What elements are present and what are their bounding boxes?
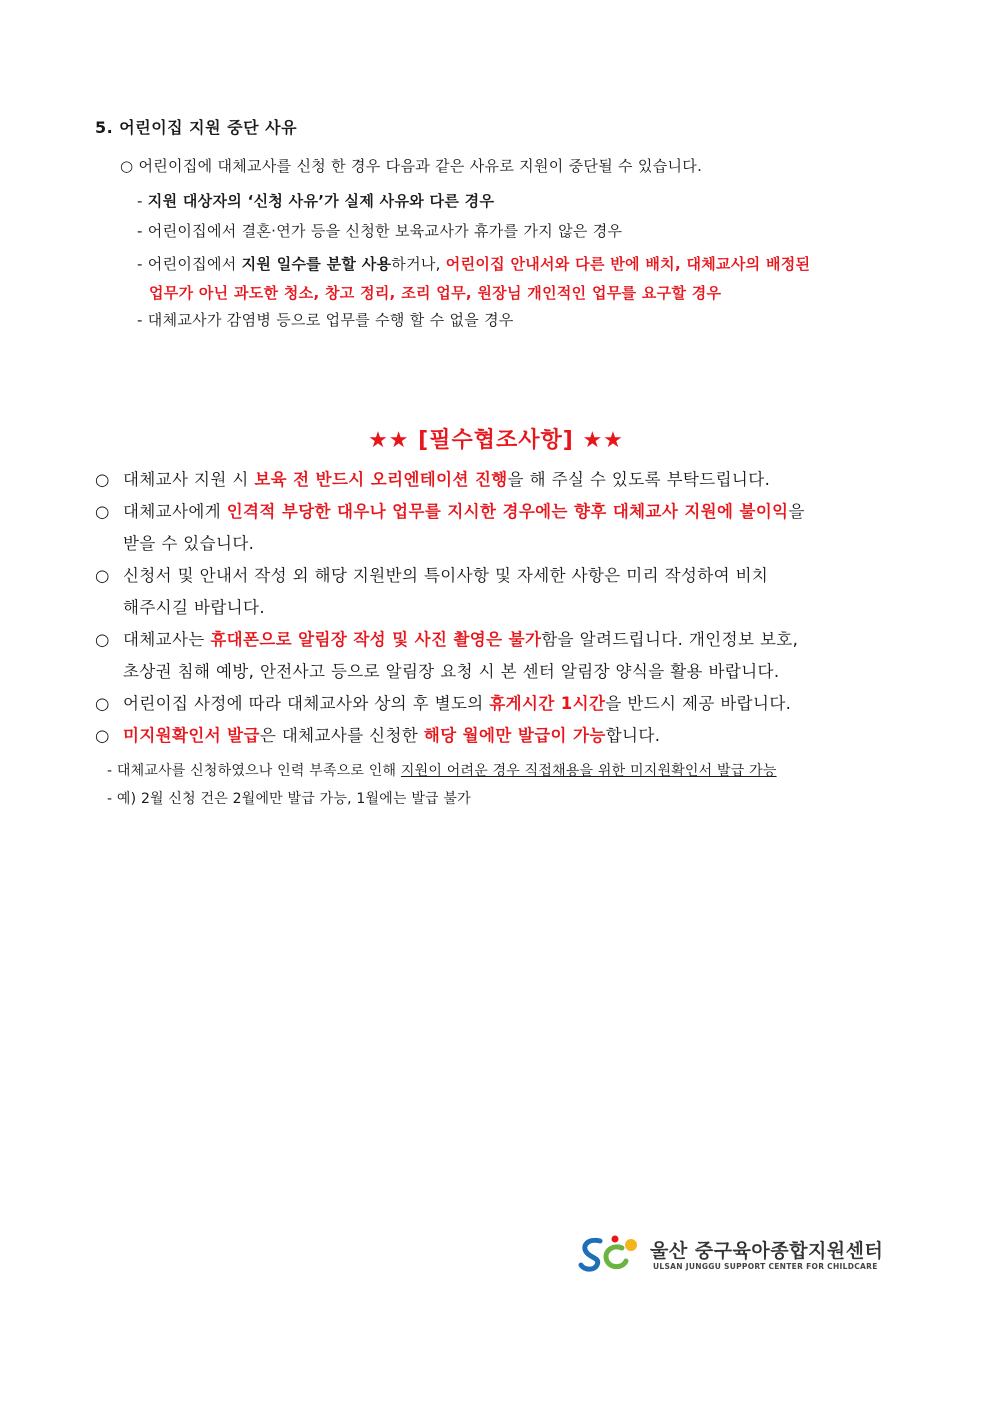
circle-bullet-icon: ○	[95, 726, 110, 745]
reason-item: - 지원 대상자의 ‘신청 사유’가 실제 사유와 다른 경우	[137, 192, 495, 210]
circle-bullet-icon: ○	[95, 470, 110, 489]
circle-bullet-icon: ○	[95, 502, 110, 521]
cooperation-item: ○ 대체교사 지원 시 보육 전 반드시 오리엔테이션 진행을 해 주실 수 있도록 부탁드립니다.	[95, 464, 890, 496]
note-item: - 예) 2월 신청 건은 2월에만 발급 가능, 1월에는 발급 불가	[107, 791, 471, 807]
circle-bullet-icon: ○	[95, 694, 110, 713]
circle-bullet-icon: ○	[95, 630, 110, 649]
cooperation-item: ○ 어린이집 사정에 따라 대체교사와 상의 후 별도의 휴게시간 1시간을 반드시 제공 바랍니다.	[95, 688, 890, 720]
cooperation-item: ○ 대체교사에게 인격적 부당한 대우나 업무를 지시한 경우에는 향후 대체교사 지원에 불이익을 받을 수 있습니다.	[95, 496, 890, 560]
logo-name-english: ULSAN JUNGGU SUPPORT CENTER FOR CHILDCARE	[653, 1262, 878, 1271]
reason-item: - 대체교사가 감염병 등으로 업무를 수행 할 수 없을 경우	[137, 311, 514, 329]
reason-item: - 어린이집에서 지원 일수를 분할 사용하거나, 어린이집 안내서와 다른 반에 배치, 대체교사의 배정된 업무가 아닌 과도한 청소, 창고 정리, 조리 업무, 원장님 개인적인 업무를 요구할 경우	[137, 255, 811, 302]
cooperation-item: ○ 신청서 및 안내서 작성 외 해당 지원반의 특이사항 및 자세한 사항은 미리 작성하여 비치 해주시길 바랍니다.	[95, 560, 890, 624]
cooperation-item: ○ 대체교사는 휴대폰으로 알림장 작성 및 사진 촬영은 불가함을 알려드립니다. 개인정보 보호, 초상권 침해 예방, 안전사고 등으로 알림장 요청 시 본 센터 알림장 양식을 활용 바랍니다.	[95, 624, 890, 688]
section-intro: ○ 어린이집에 대체교사를 신청 한 경우 다음과 같은 사유로 지원이 중단될 수 있습니다.	[120, 157, 703, 175]
center-logo	[578, 1234, 888, 1278]
cooperation-item: ○ 미지원확인서 발급은 대체교사를 신청한 해당 월에만 발급이 가능합니다.	[95, 720, 890, 752]
section-title: 5. 어린이집 지원 중단 사유	[95, 118, 298, 137]
cooperation-heading: ★★ [필수협조사항] ★★	[368, 428, 624, 453]
logo-name-korean: 울산 중구육아종합지원센터	[650, 1240, 884, 1262]
reason-item: - 어린이집에서 결혼·연가 등을 신청한 보육교사가 휴가를 가지 않은 경우	[137, 222, 623, 240]
center-logo-mark-icon	[578, 1234, 640, 1274]
note-item: - 대체교사를 신청하였으나 인력 부족으로 인해 지원이 어려운 경우 직접채용을 위한 미지원확인서 발급 가능	[107, 763, 777, 779]
circle-bullet-icon: ○	[95, 566, 110, 585]
